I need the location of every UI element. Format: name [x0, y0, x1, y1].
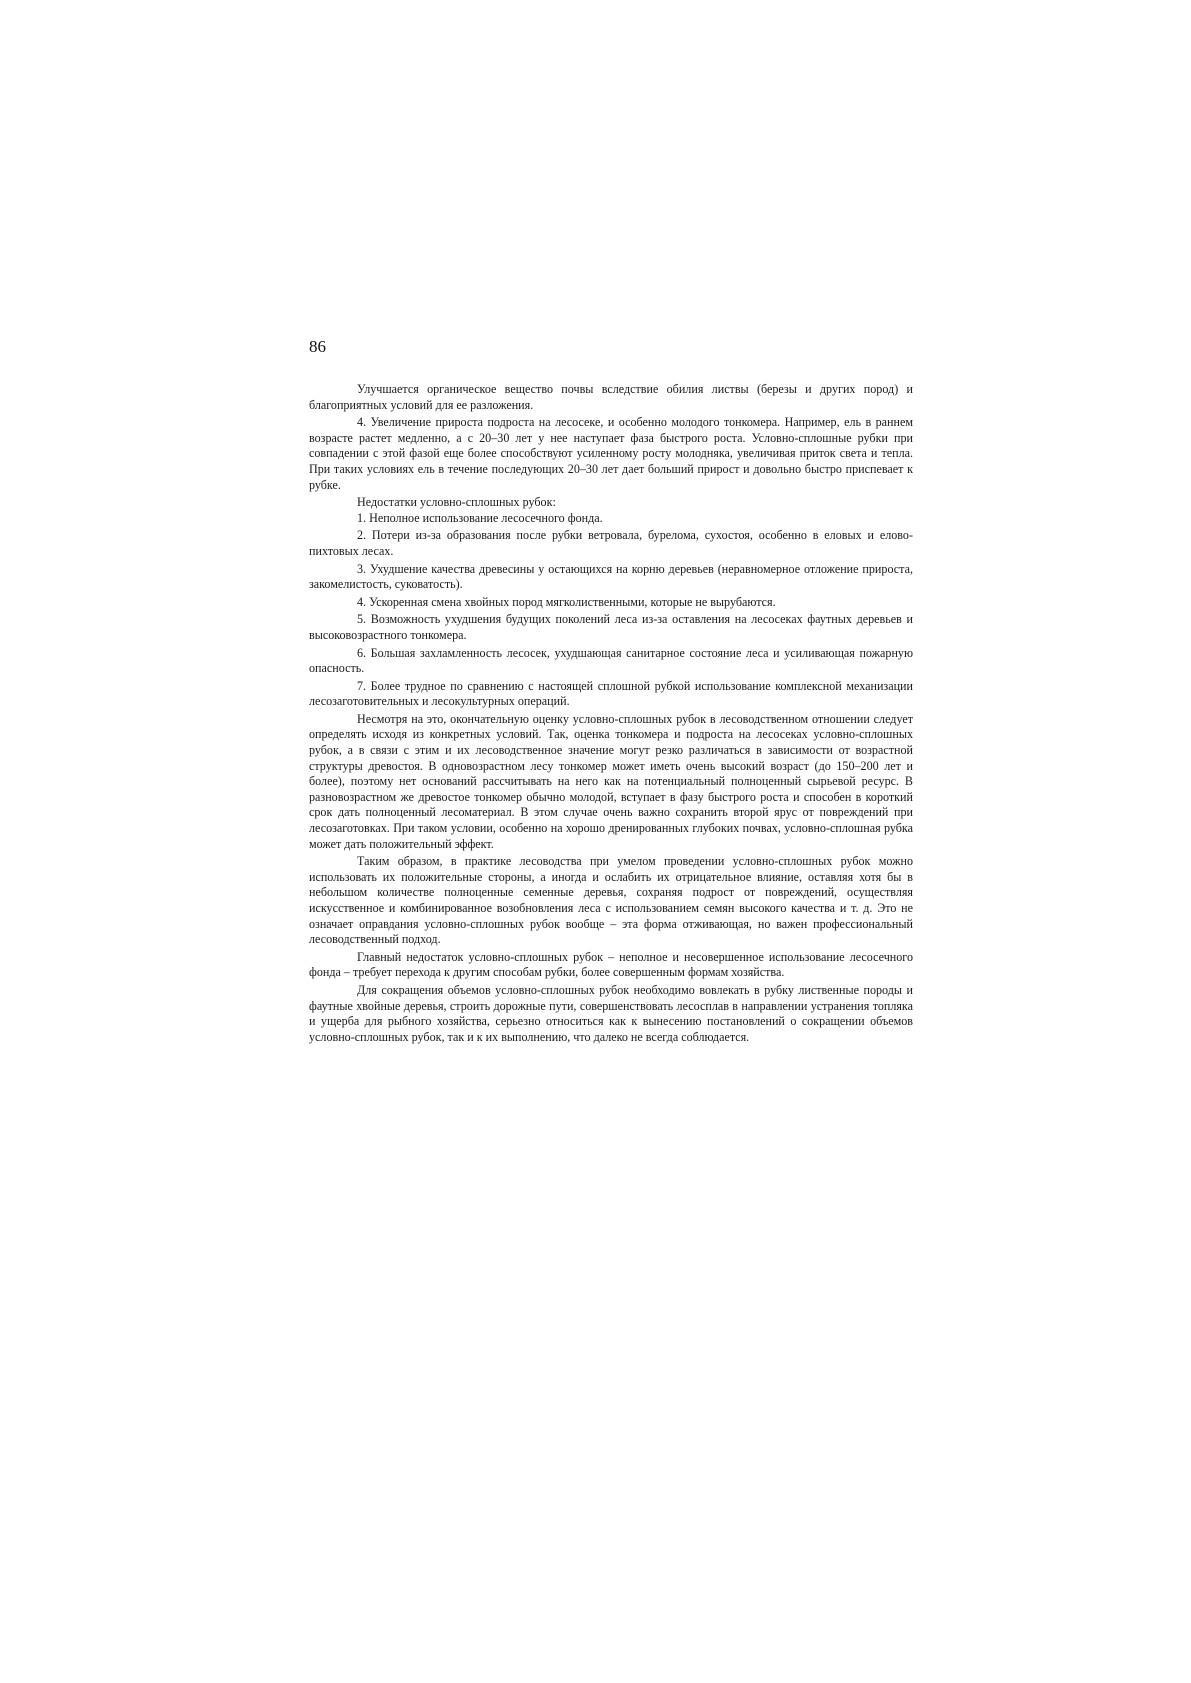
paragraph: Для сокращения объемов условно-сплошных рубок необходимо вовлекать в рубку лиственные породы и фаутные хвойные деревья, строить дорожные пути, совершенствовать лесосплав в направлении устранения топляка и ущерба для рыбного хозяйства, серьезно относиться как к вынесению постановлений о сокращении объемов условно-сплошных рубок, так и к их выполнению, что далеко не всегда соблюдается.: [309, 982, 913, 1044]
paragraph: 4. Увеличение прироста подроста на лесосеке, и особенно молодого тонкомера. Например, ель в раннем возрасте растет медленно, а с 20–30 лет у нее наступает фаза быстрого роста. Условно-сплошные рубки при совпадении с этой фазой еще более способствуют усиленному росту молодняка, увеличивая приток света и тепла. При таких условиях ель в течение последующих 20–30 лет дает больший прирост и довольно быстро приспевает к рубке.: [309, 415, 913, 492]
list-item: 2. Потери из-за образования после рубки ветровала, бурелома, сухостоя, особенно в еловых и елово-пихтовых лесах.: [309, 528, 913, 558]
list-item: 1. Неполное использование лесосечного фонда.: [357, 510, 603, 525]
list-item: 7. Более трудное по сравнению с настоящей сплошной рубкой использование комплексной механизации лесозаготовительных и лесокультурных операций.: [309, 678, 913, 709]
paragraph: Улучшается органическое вещество почвы вследствие обилия листвы (березы и других пород) и благоприятных условий для ее разложения.: [309, 382, 913, 412]
body-text: [309, 382, 913, 1045]
list-item: 5. Возможность ухудшения будущих поколений леса из-за оставления на лесосеках фаутных деревьев и высоковозрастного тонкомера.: [309, 612, 913, 642]
paragraph: Несмотря на это, окончательную оценку условно-сплошных рубок в лесоводственном отношении следует определять исходя из конкретных условий. Так, оценка тонкомера и подроста на лесосеках условно-сплошных рубок, а в связи с этим и их лесоводственное значение могут резко различаться в зависимости от возрастной структуры древостоя. В одновозрастном лесу тонкомер может иметь очень высокий возраст (до 150–200 лет и более), поэтому нет оснований рассчитывать на него как на потенциальный полноценный сырьевой ресурс. В разновозрастном же древостое тонкомер обычно молодой, вступает в фазу быстрого роста и способен в короткий срок дать полноценный лесоматериал. В этом случае очень важно сохранить второй ярус от повреждений при лесозаготовках. При таком условии, особенно на хорошо дренированных глубоких почвах, условно-сплошная рубка может дать положительный эффект.: [309, 711, 913, 851]
page-number: 86: [309, 337, 326, 356]
paragraph: Недостатки условно-сплошных рубок:: [357, 495, 556, 510]
paragraph: Главный недостаток условно-сплошных рубок – неполное и несовершенное использование лесосечного фонда – требует перехода к другим способам рубки, более совершенным формам хозяйства.: [309, 949, 913, 980]
list-item: 4. Ускоренная смена хвойных пород мягколиственными, которые не вырубаются.: [357, 594, 776, 609]
paragraph: Таким образом, в практике лесоводства при умелом проведении условно-сплошных рубок можно использовать их положительные стороны, а иногда и ослабить их отрицательное влияние, оставляя хотя бы в небольшом количестве полноценные семенные деревья, сохраняя подрост от повреждений, осуществляя искусственное и комбинированное возобновления леса с использованием семян высокого качества и т. д. Это не означает оправдания условно-сплошных рубок вообще – эта форма отживающая, но важен профессиональный лесоводственный подход.: [309, 854, 913, 947]
list-item: 6. Большая захламленность лесосек, ухудшающая санитарное состояние леса и усиливающая пожарную опасность.: [309, 645, 913, 676]
list-item: 3. Ухудшение качества древесины у остающихся на корню деревьев (неравномерное отложение прироста, закомелистость, суковатость).: [309, 561, 913, 592]
